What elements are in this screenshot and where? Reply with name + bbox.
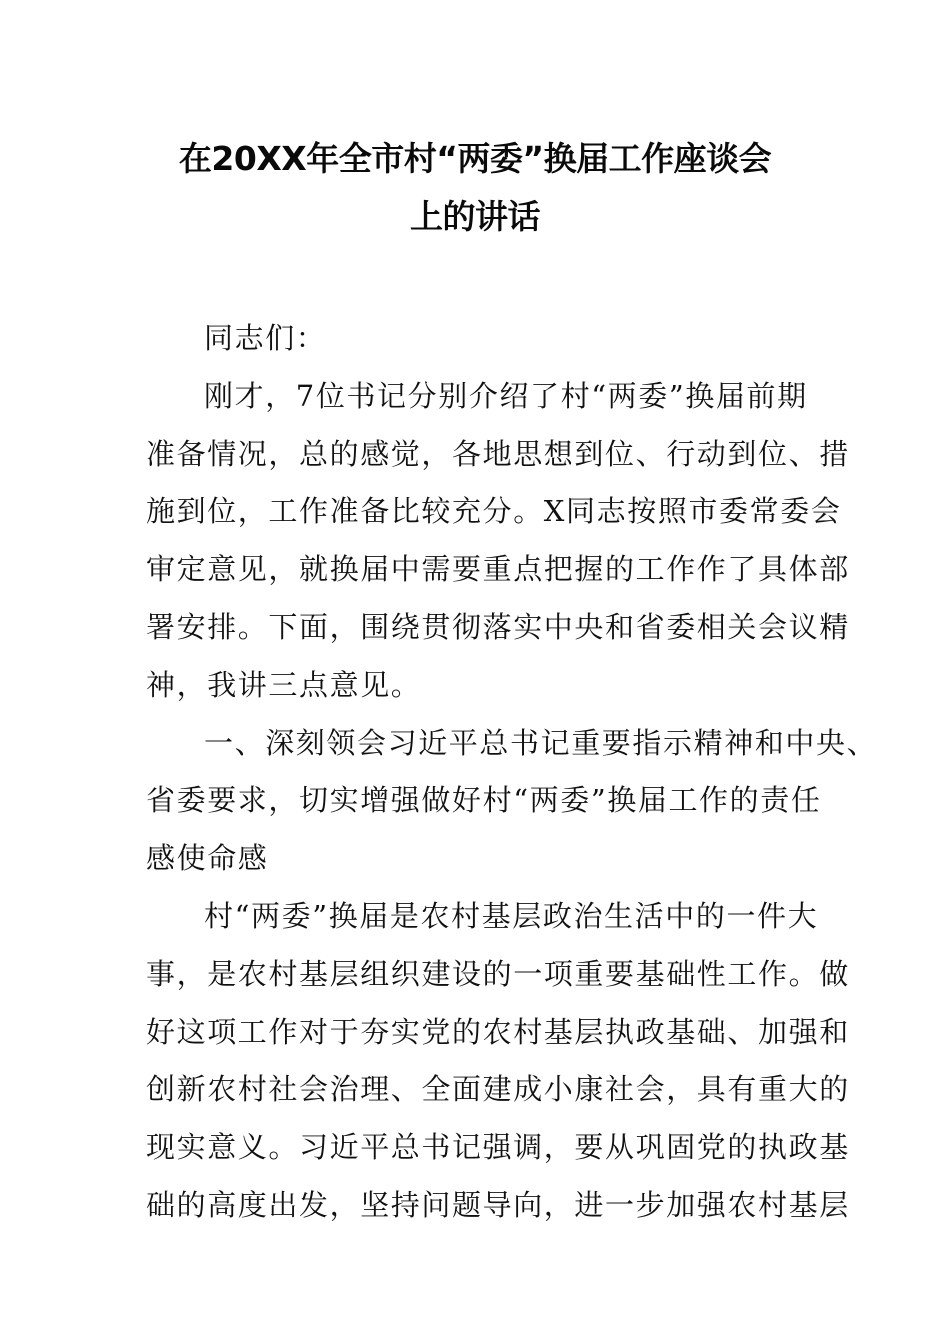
section-heading-line: 一、深刻领会习近平总书记重要指示精神和中央、 (204, 725, 878, 760)
paragraph-line: 现实意义。习近平总书记强调，要从巩固党的执政基 (146, 1130, 850, 1165)
paragraph-line: 础的高度出发，坚持问题导向，进一步加强农村基层 (146, 1187, 850, 1222)
document-body (146, 310, 878, 1235)
paragraph-line: 村“两委”换届是农村基层政治生活中的一件大 (204, 898, 819, 933)
paragraph-line: 好这项工作对于夯实党的农村基层执政基础、加强和 (146, 1014, 850, 1049)
paragraph-line: 事，是农村基层组织建设的一项重要基础性工作。做 (146, 956, 850, 991)
section-heading-line: 省委要求，切实增强做好村“两委”换届工作的责任 (146, 783, 822, 818)
paragraph-line: 创新农村社会治理、全面建成小康社会，具有重大的 (146, 1072, 850, 1107)
paragraph-line: 施到位，工作准备比较充分。X同志按照市委常委会 (146, 494, 842, 529)
paragraph-line: 准备情况，总的感觉，各地思想到位、行动到位、措 (146, 436, 850, 471)
paragraph-line: 审定意见，就换届中需要重点把握的工作作了具体部 (146, 552, 850, 587)
section-heading-line: 感使命感 (146, 841, 269, 876)
paragraph-line: 神，我讲三点意见。 (146, 667, 422, 702)
document-title-line-1: 在20XX年全市村“两委”换届工作座谈会 (178, 139, 772, 178)
paragraph-line: 刚才，7位书记分别介绍了村“两委”换届前期 (204, 378, 808, 413)
salutation: 同志们： (204, 321, 327, 355)
paragraph-line: 署安排。下面，围绕贯彻落实中央和省委相关会议精 (146, 609, 850, 644)
document-title-line-2: 上的讲话 (410, 197, 540, 236)
